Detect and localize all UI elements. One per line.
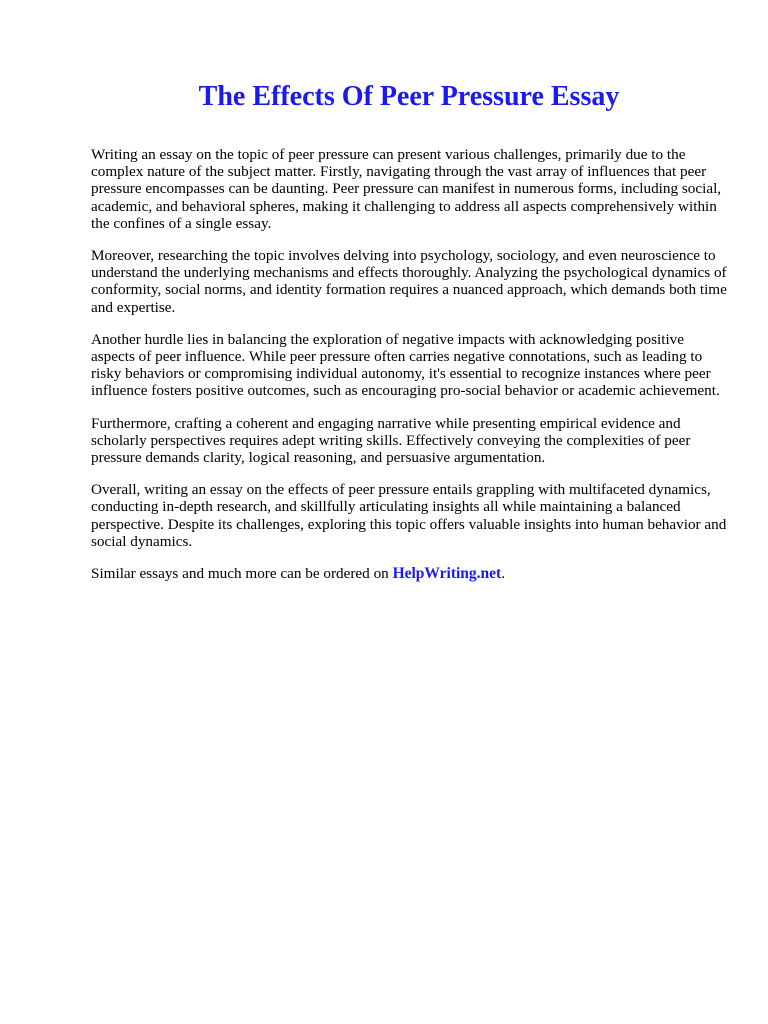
document-title: The Effects Of Peer Pressure Essay [198,81,620,112]
document-body [91,146,731,597]
closing-suffix: . [501,565,506,583]
paragraph-1: Writing an essay on the topic of peer pressure can present various challenges, primarily due to the complex nature of the subject matter. Firstly, navigating through the vast array of influences that peer pressure encompasses can be daunting. Peer pressure can manifest in numerous forms, including social, academic, and behavioral spheres, making it challenging to address all aspects comprehensively within the confines of a single essay. [91,146,722,232]
closing-prefix: Similar essays and much more can be ordered on [91,565,393,583]
paragraph-2: Moreover, researching the topic involves delving into psychology, sociology, and even neuroscience to understand the underlying mechanisms and effects thoroughly. Analyzing the psychological dynamics of conformity, social norms, and identity formation requires a nuanced approach, which demands both time and expertise. [91,247,727,316]
paragraph-5: Overall, writing an essay on the effects of peer pressure entails grappling with multifaceted dynamics, conducting in-depth research, and skillfully articulating insights all while maintaining a balanced perspective. Despite its challenges, exploring this topic offers valuable insights into human behavior and social dynamics. [91,481,727,550]
closing-line [91,565,731,582]
helpwriting-link[interactable]: HelpWriting.net [392,565,502,583]
paragraph-4: Furthermore, crafting a coherent and engaging narrative while presenting empirical evidence and scholarly perspectives requires adept writing skills. Effectively conveying the complexities of peer pressure demands clarity, logical reasoning, and persuasive argumentation. [91,414,691,467]
paragraph-3: Another hurdle lies in balancing the exploration of negative impacts with acknowledging positive aspects of peer influence. While peer pressure often carries negative connotations, such as leading to risky behaviors or compromising individual autonomy, it's essential to recognize instances where peer influence fosters positive outcomes, such as encouraging pro-social behavior or academic achievement. [91,330,720,400]
